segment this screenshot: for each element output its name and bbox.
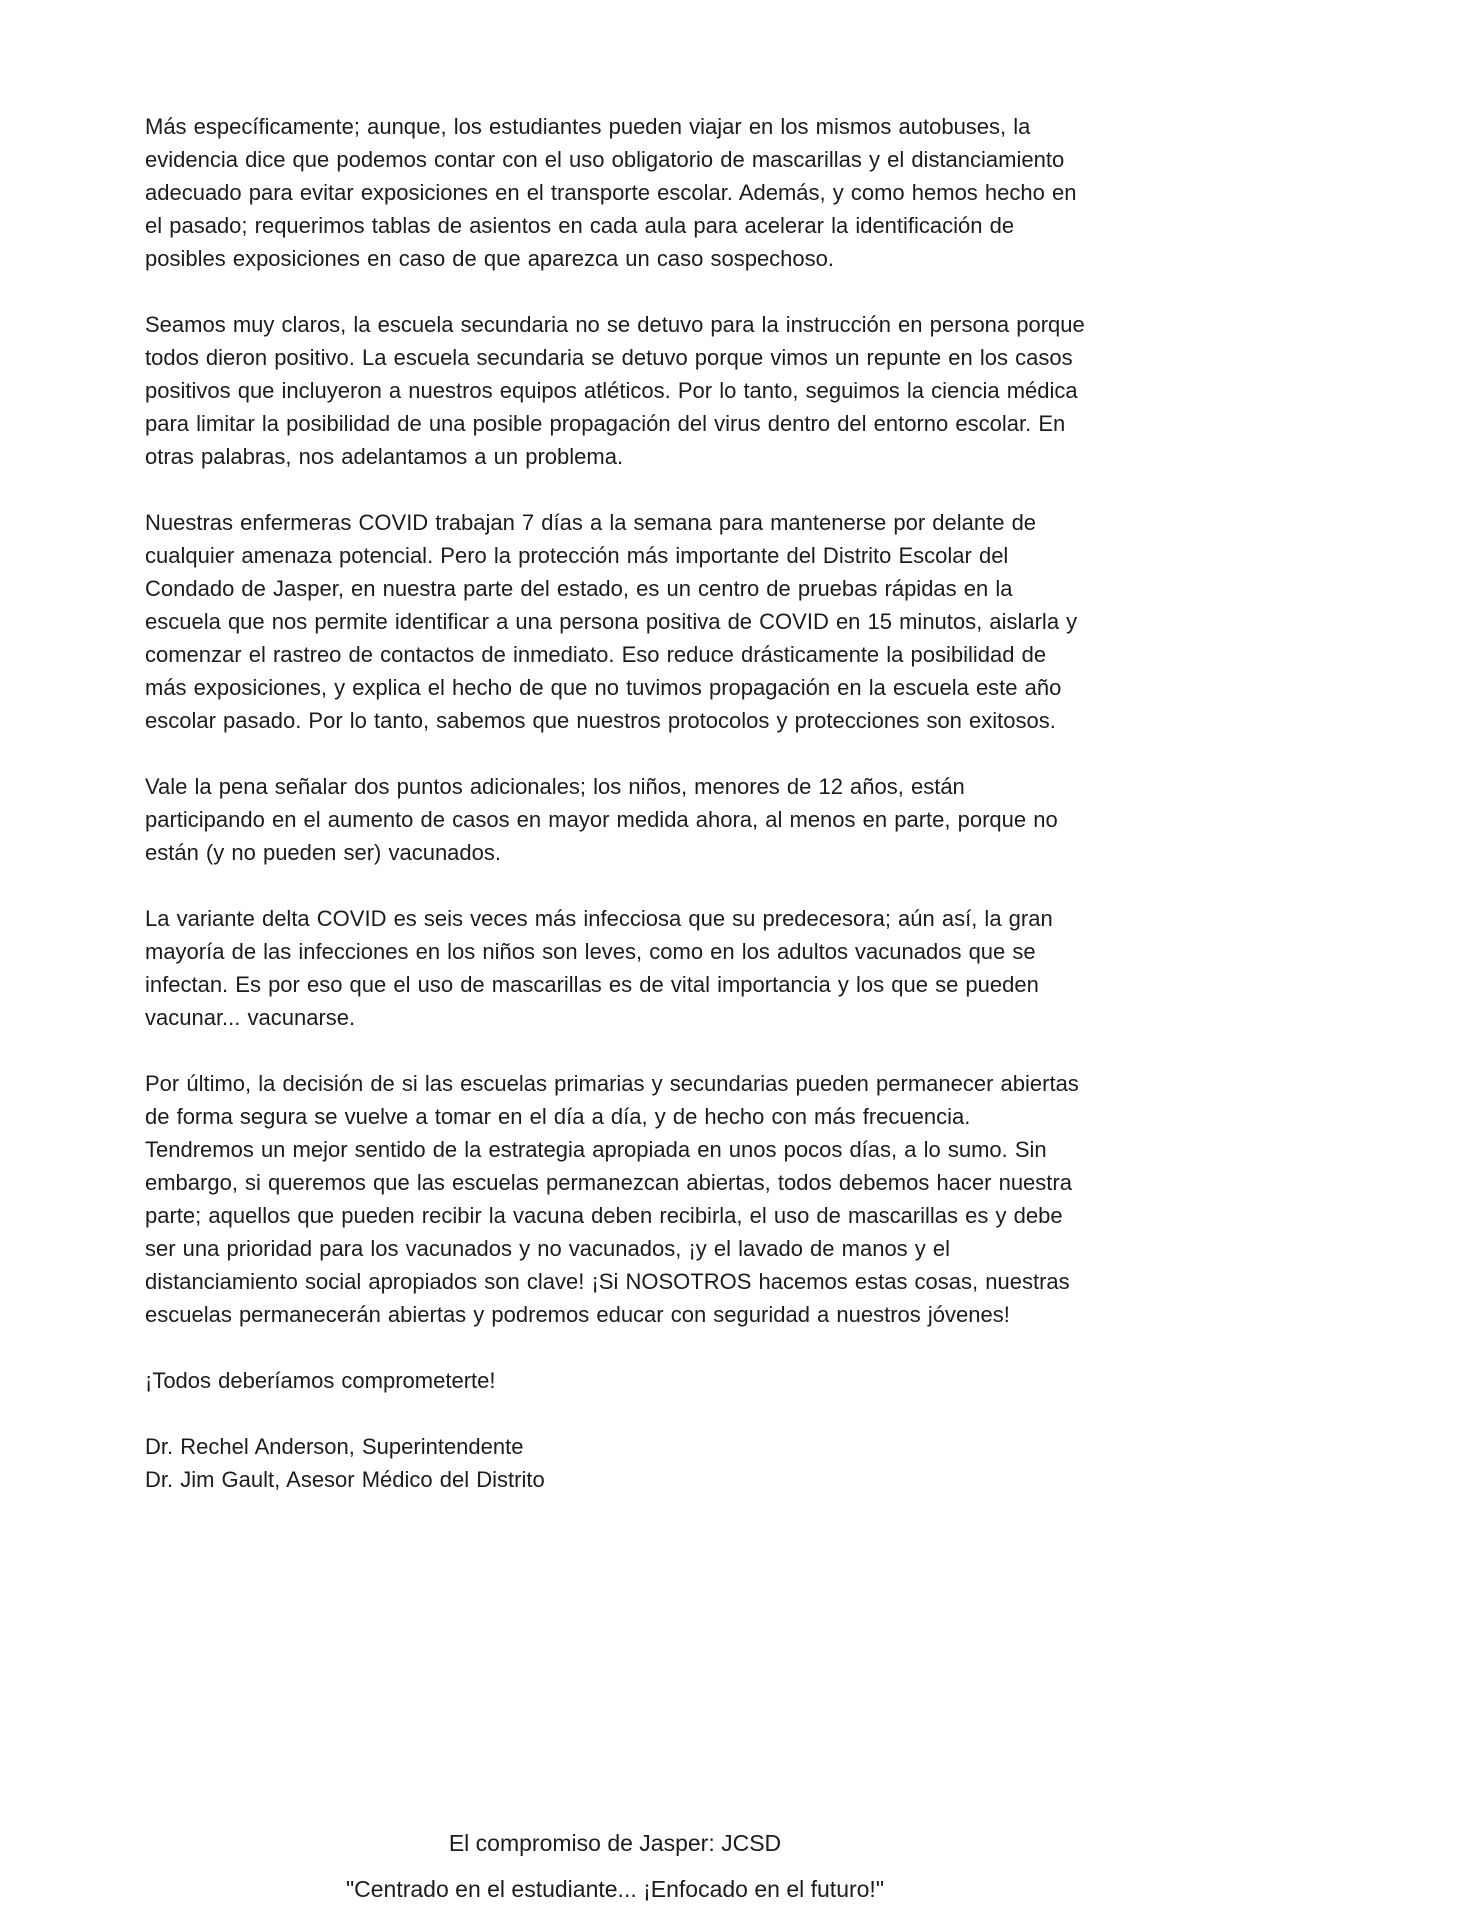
signature-line-superintendent: Dr. Rechel Anderson, Superintendente <box>145 1434 524 1459</box>
paragraph: Nuestras enfermeras COVID trabajan 7 días a la semana para mantenerse por delante de cualquier amenaza potencial. Pero la protección más importante del Distrito Escolar del Condado de Jasper, en nuestra parte del estado, es un centro de pruebas rápidas en la escuela que nos permite identificar a una persona positiva de COVID en 15 minutos, aislarla y comenzar el rastreo de contactos de inmediato. Eso reduce drásticamente la posibilidad de más exposiciones, y explica el hecho de que no tuvimos propagación en la escuela este año escolar pasado. Por lo tanto, sabemos que nuestros protocolos y protecciones son exitosos. <box>145 510 1078 733</box>
closing-line: ¡Todos deberíamos comprometerte! <box>145 1368 496 1393</box>
paragraph: Seamos muy claros, la escuela secundaria no se detuvo para la instrucción en persona porque todos dieron positivo. La escuela secundaria se detuvo porque vimos un repunte en los casos positivos que incluyeron a nuestros equipos atléticos. Por lo tanto, seguimos la ciencia médica para limitar la posibilidad de una posible propagación del virus dentro del entorno escolar. En otras palabras, nos adelantamos a un problema. <box>145 312 1085 469</box>
paragraph: Más específicamente; aunque, los estudiantes pueden viajar en los mismos autobuses, la evidencia dice que podemos contar con el uso obligatorio de mascarillas y el distanciamiento adecuado para evitar exposiciones en el transporte escolar. Además, y como hemos hecho en el pasado; requerimos tablas de asientos en cada aula para acelerar la identificación de posibles exposiciones en caso de que aparezca un caso sospechoso. <box>145 114 1077 271</box>
page-footer <box>145 1828 1085 1920</box>
paragraph: La variante delta COVID es seis veces más infecciosa que su predecesora; aún así, la gran mayoría de las infecciones en los niños son leves, como en los adultos vacunados que se infectan. Es por eso que el uso de mascarillas es de vital importancia y los que se pueden vacunar... vacunarse. <box>145 906 1053 1030</box>
signature-line-medical-advisor: Dr. Jim Gault, Asesor Médico del Distrito <box>145 1467 545 1492</box>
footer-motto-line: El compromiso de Jasper: JCSD <box>448 1830 782 1856</box>
paragraph: Por último, la decisión de si las escuelas primarias y secundarias pueden permanecer abiertas de forma segura se vuelve a tomar en el día a día, y de hecho con más frecuencia. Tendremos un mejor sentido de la estrategia apropiada en unos pocos días, a lo sumo. Sin embargo, si queremos que las escuelas permanezcan abiertas, todos debemos hacer nuestra parte; aquellos que pueden recibir la vacuna deben recibirla, el uso de mascarillas es y debe ser una prioridad para los vacunados y no vacunados, ¡y el lavado de manos y el distanciamiento social apropiados son clave! ¡Si NOSOTROS hacemos estas cosas, nuestras escuelas permanecerán abiertas y podremos educar con seguridad a nuestros jóvenes! <box>145 1071 1079 1327</box>
footer-slogan-line: "Centrado en el estudiante... ¡Enfocado en el futuro!" <box>345 1876 884 1902</box>
letter-body <box>145 110 1085 1496</box>
paragraph: Vale la pena señalar dos puntos adicionales; los niños, menores de 12 años, están participando en el aumento de casos en mayor medida ahora, al menos en parte, porque no están (y no pueden ser) vacunados. <box>145 774 1058 865</box>
